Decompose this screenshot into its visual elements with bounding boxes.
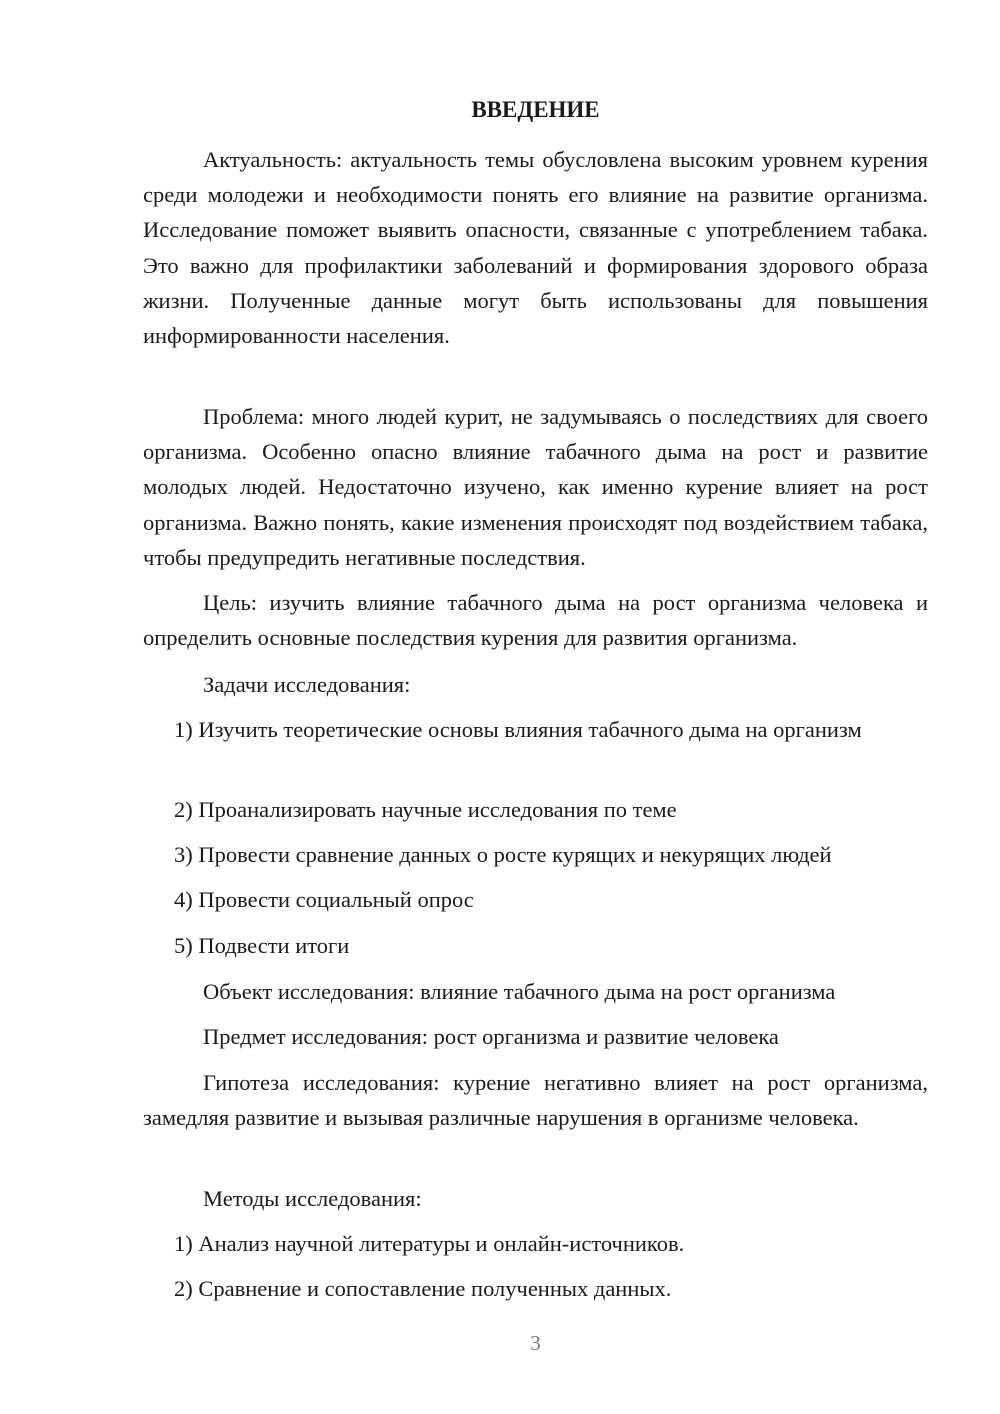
goal-paragraph: Цель: изучить влияние табачного дыма на рост организма человека и определить основные последствия курения для развития организма. bbox=[143, 590, 928, 651]
object-paragraph: Объект исследования: влияние табачного дыма на рост организма bbox=[203, 979, 836, 1004]
task-item: 3) Провести сравнение данных о росте курящих и некурящих людей bbox=[174, 842, 832, 867]
subject-paragraph: Предмет исследования: рост организма и развитие человека bbox=[203, 1024, 779, 1049]
task-item: 5) Подвести итоги bbox=[174, 933, 350, 958]
method-item: 1) Анализ научной литературы и онлайн-источников. bbox=[174, 1231, 685, 1256]
task-item: 1) Изучить теоретические основы влияния табачного дыма на организм bbox=[174, 717, 862, 742]
hypothesis-paragraph: Гипотеза исследования: курение негативно влияет на рост организма, замедляя развитие и вызывая различные нарушения в организме человека. bbox=[143, 1070, 928, 1131]
relevance-paragraph: Актуальность: актуальность темы обусловлена высоким уровнем курения среди молодежи и необходимости понять его влияние на развитие организма. Исследование поможет выявить опасности, связанные с употреблением табака. Это важно для профилактики заболеваний и формирования здорового образа жизни. Полученные данные могут быть использованы для повышения информированности населения. bbox=[143, 147, 928, 349]
tasks-heading: Задачи исследования: bbox=[203, 672, 411, 697]
methods-heading: Методы исследования: bbox=[203, 1186, 422, 1211]
task-item: 4) Провести социальный опрос bbox=[174, 887, 474, 912]
task-item: 2) Проанализировать научные исследования по теме bbox=[174, 797, 677, 822]
method-item: 2) Сравнение и сопоставление полученных данных. bbox=[174, 1276, 672, 1301]
problem-paragraph: Проблема: много людей курит, не задумываясь о последствиях для своего организма. Особенно опасно влияние табачного дыма на рост и развитие молодых людей. Недостаточно изучено, как именно курение влияет на рост организма. Важно понять, какие изменения происходят под воздействием табака, чтобы предупредить негативные последствия. bbox=[143, 404, 928, 570]
page-number: 3 bbox=[530, 1331, 541, 1355]
page-title: ВВЕДЕНИЕ bbox=[471, 97, 600, 122]
